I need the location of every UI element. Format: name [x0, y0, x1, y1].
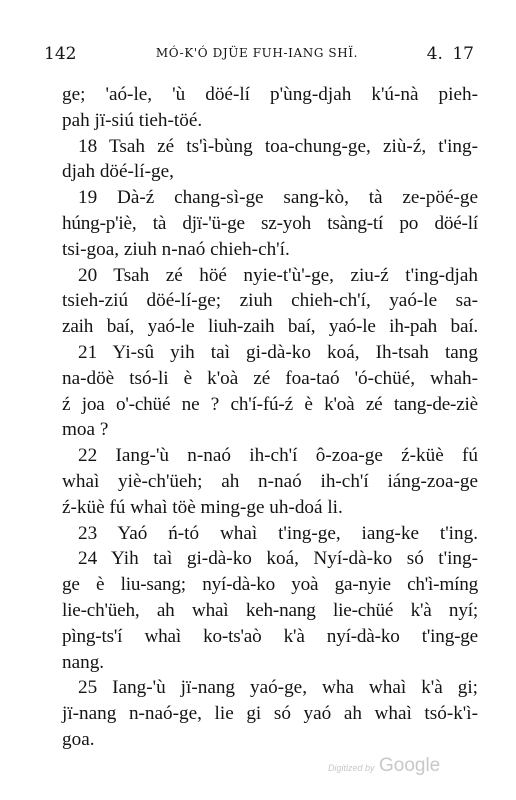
text-line: húng-p'iè, tà djï-'ü-ge sz-yoh tsàng-tí po döé-lí — [62, 212, 478, 234]
verse-25-line: 25 Iang-'ù jï-nang yaó-ge, wha whaì k'à gi; — [78, 677, 478, 699]
text-line: goa. — [62, 728, 95, 750]
text-line: whaì yiè-ch'üeh; ah n-naó ih-ch'í iáng-zoa-ge — [62, 470, 478, 492]
text-line: lie-ch'üeh, ah whaì keh-nang lie-chüé k'à nyí; — [62, 599, 478, 621]
text-line: djah döé-lí-ge, — [62, 161, 174, 183]
verse-19-line: 19 Dà-ź chang-sì-ge sang-kò, tà ze-pöé-ge — [78, 187, 478, 209]
chapter-verse-reference: 4. 17 — [426, 44, 474, 64]
verse-24-line: 24 Yih taì gi-dà-ko koá, Nyí-dà-ko só t'ing- — [78, 548, 478, 570]
verse-18-line: 18 Tsah zé ts'ì-bùng toa-chung-ge, ziù-ź, t'ing- — [78, 135, 478, 157]
running-title: MÓ-K'Ó DJÜE FUH-IANG SHÏ. — [155, 46, 359, 60]
page-number: 142 — [44, 44, 77, 64]
text-line: pìng-ts'í whaì ko-ts'aò k'à nyí-dà-ko t'ing-ge — [62, 625, 478, 647]
text-line: jï-nang n-naó-ge, lie gi só yaó ah whaì tsó-k'ì- — [62, 703, 478, 725]
text-line: pah jï-siú tieh-töé. — [62, 109, 203, 131]
verse-22-line: 22 Iang-'ù n-naó ih-ch'í ô-zoa-ge ź-küè fú — [78, 445, 478, 467]
verse-23-line: 23 Yaó ń-tó whaì t'ing-ge, iang-ke t'ing. — [78, 522, 478, 544]
google-logo: Google — [378, 755, 441, 776]
page-header — [44, 44, 474, 68]
watermark-caption: Digitized by — [328, 763, 375, 773]
verse-20-line: 20 Tsah zé höé nyie-t'ù'-ge, ziu-ź t'ing-djah — [78, 264, 478, 286]
text-line: ź-küè fú whaì töè ming-ge uh-doá li. — [62, 496, 343, 518]
text-line: tsieh-ziú döé-lí-ge; ziuh chieh-ch'í, yaó-le sa- — [62, 290, 478, 312]
text-line: ge; 'aó-le, 'ù döé-lí p'ùng-djah k'ú-nà pieh- — [62, 84, 478, 105]
text-line: moa ? — [62, 419, 109, 441]
text-line: ź joa o'-chüé ne ? ch'í-fú-ź è k'oà zé tang-de-ziè — [62, 393, 478, 415]
text-line: tsi-goa, ziuh n-naó chieh-ch'í. — [62, 238, 290, 260]
verse-21-line: 21 Yi-sû yih taì gi-dà-ko koá, Ih-tsah tang — [78, 341, 478, 363]
text-line: ge è liu-sang; nyí-dà-ko yoà ga-nyie ch'ì-míng — [62, 574, 478, 596]
digitized-watermark — [328, 755, 440, 777]
text-line: na-döè tsó-li è k'oà zé foa-taó 'ó-chüé, whah- — [62, 367, 478, 389]
scripture-text — [62, 82, 478, 753]
text-line: nang. — [62, 651, 105, 673]
text-line: zaih baí, yaó-le liuh-zaih baí, yaó-le ih-pah baí. — [62, 316, 478, 338]
